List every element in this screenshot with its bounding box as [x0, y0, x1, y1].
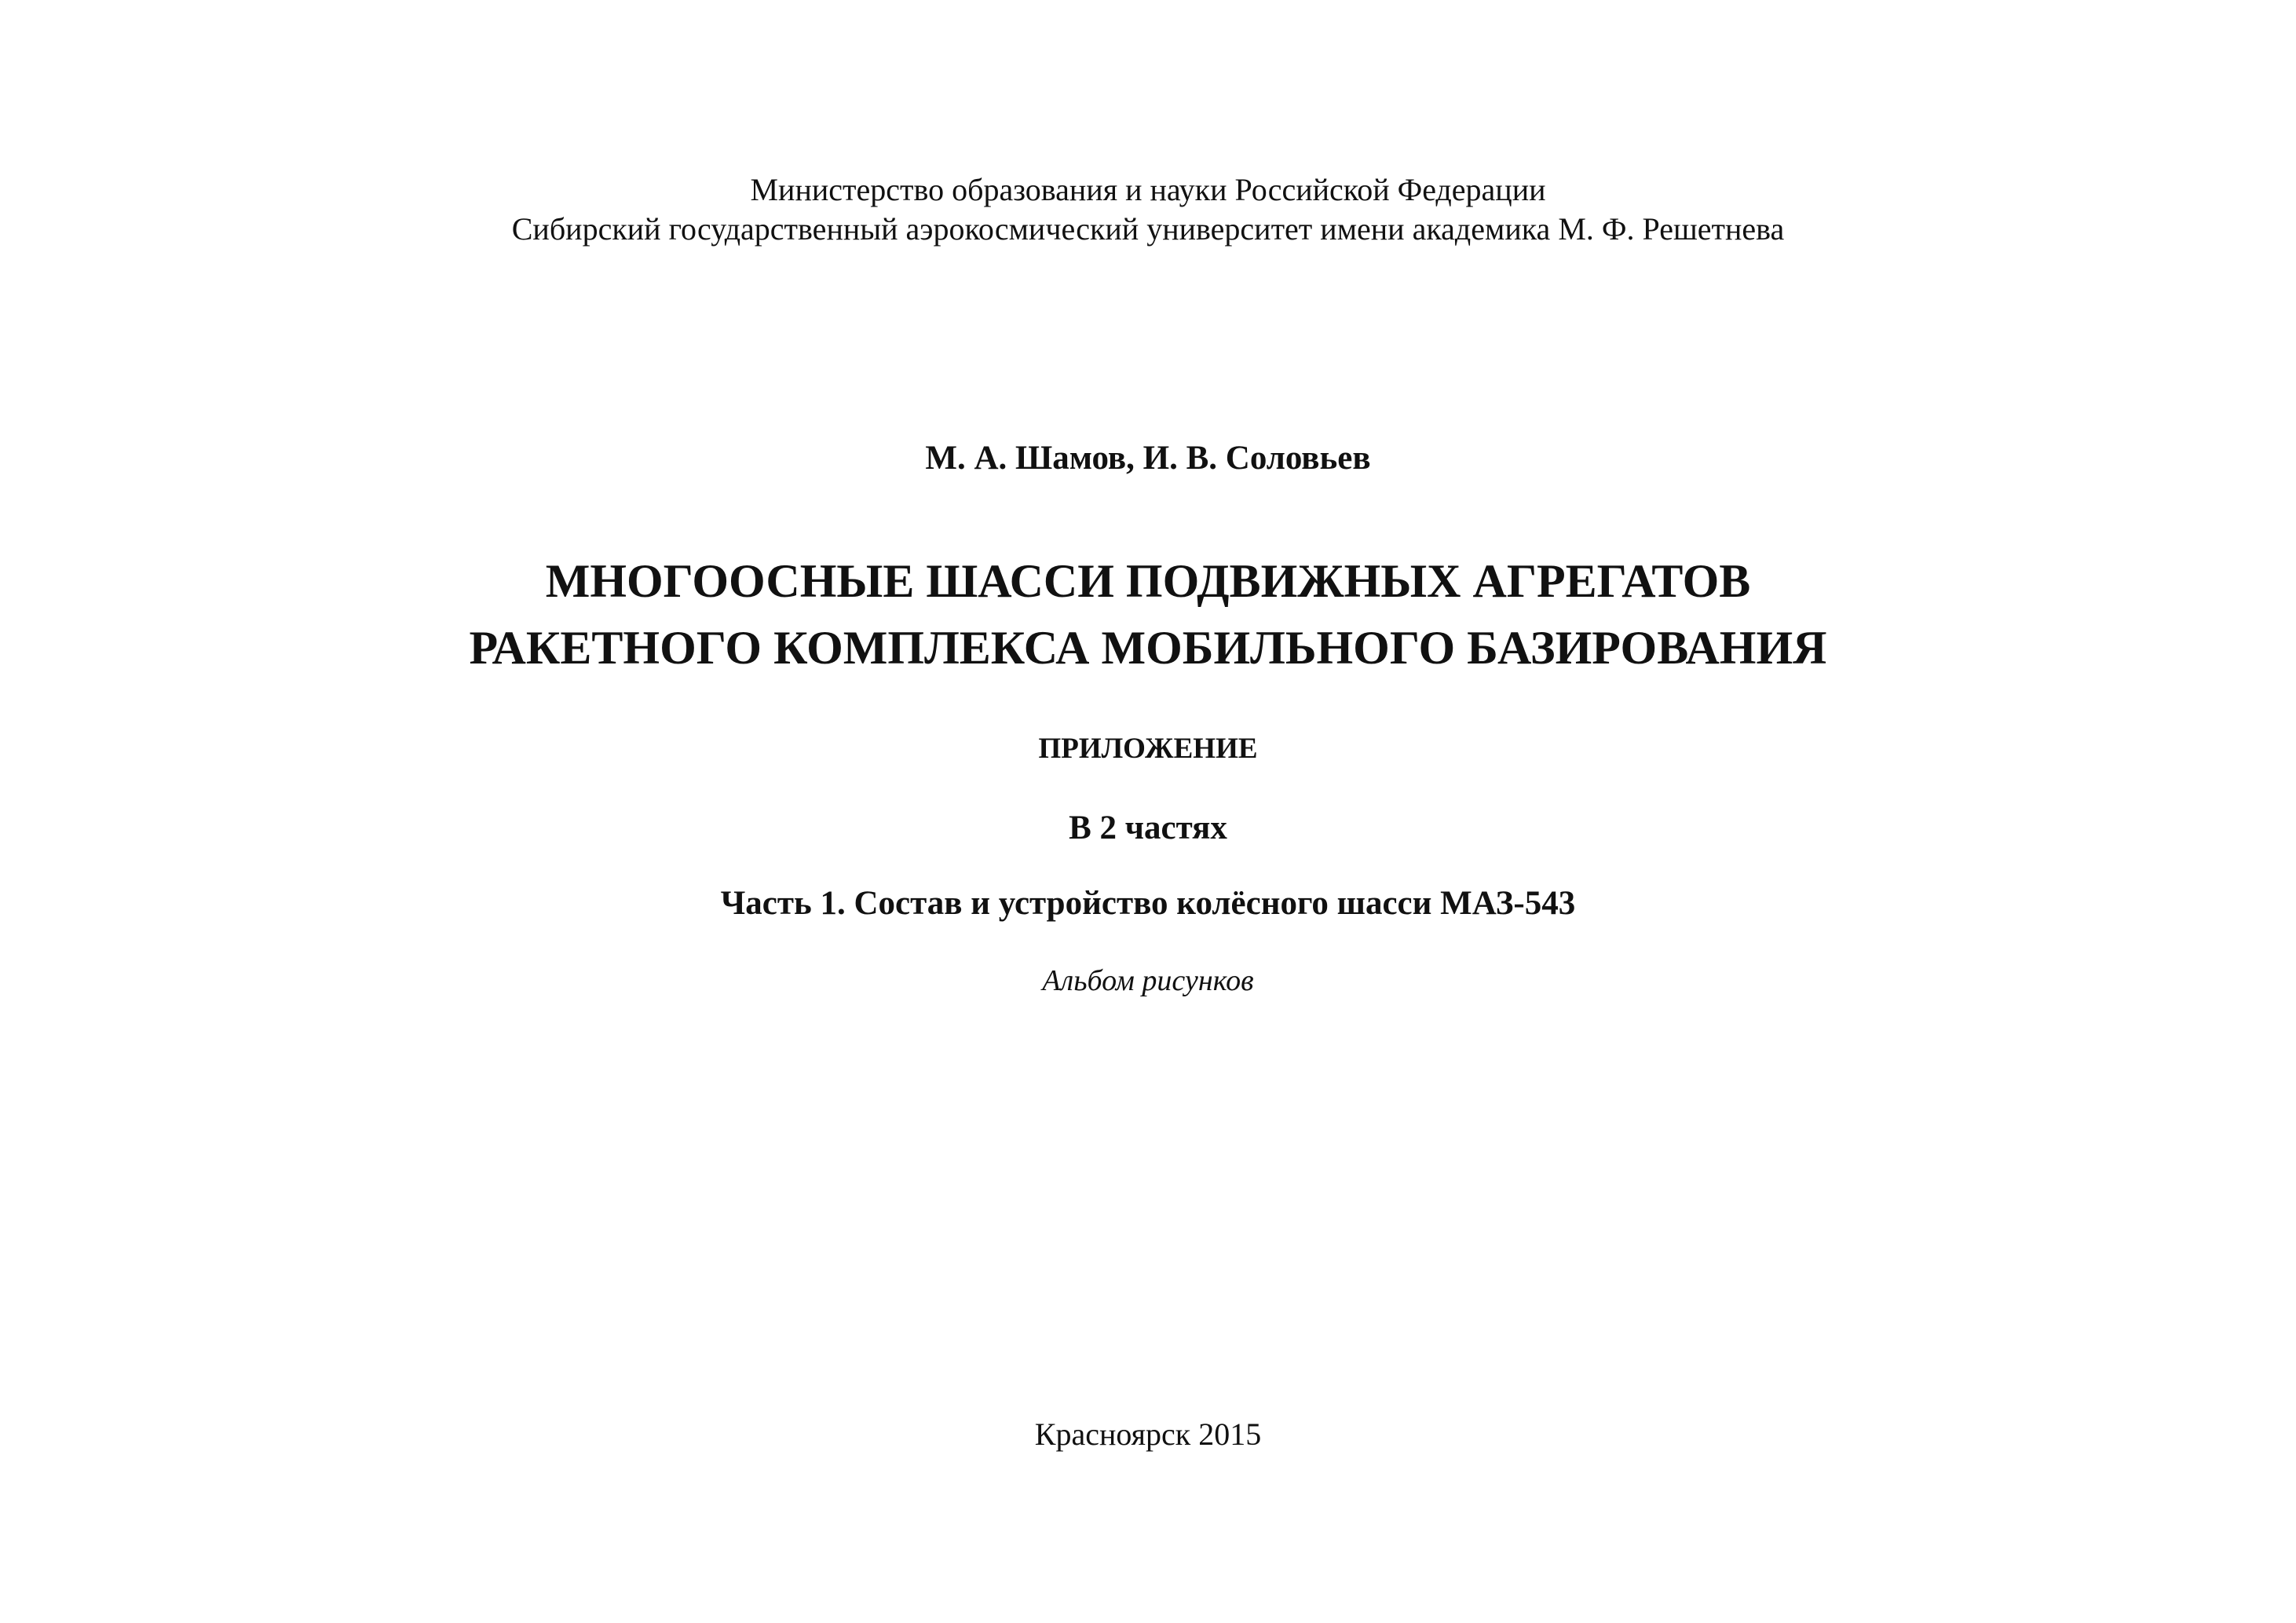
- appendix-label: ПРИЛОЖЕНИЕ: [1038, 733, 1258, 765]
- authors: М. А. Шамов, И. В. Соловьев: [925, 440, 1371, 477]
- part-title: Часть 1. Состав и устройство колёсного шасси МАЗ-543: [720, 885, 1576, 922]
- book-title-line-2: РАКЕТНОГО КОМПЛЕКСА МОБИЛЬНОГО БАЗИРОВАНИЯ: [469, 622, 1827, 674]
- album-subtitle: Альбом рисунков: [1042, 964, 1254, 997]
- university-name: Сибирский государственный аэрокосмический университет имени академика М. Ф. Решетнева: [511, 211, 1785, 247]
- city-year: Красноярск 2015: [1034, 1416, 1262, 1452]
- book-title-line-1: МНОГООСНЫЕ ШАССИ ПОДВИЖНЫХ АГРЕГАТОВ: [545, 555, 1751, 607]
- ministry-name: Министерство образования и науки Российской Федерации: [750, 172, 1546, 207]
- parts-count: В 2 частях: [1069, 810, 1227, 846]
